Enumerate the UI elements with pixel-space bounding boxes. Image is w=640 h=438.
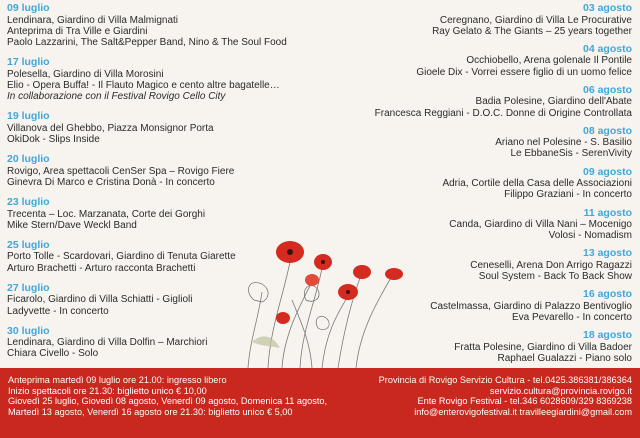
right-events-column	[322, 2, 632, 364]
footer-contact-email[interactable]: servizio.cultura@provincia.rovigo.it	[489, 385, 632, 396]
footer-contact-line: Ente Rovigo Festival - tel.346 6028609/329 8369238	[417, 396, 632, 407]
event-entry	[322, 288, 632, 323]
event-entry	[322, 329, 632, 364]
event-line: Raphael Gualazzi - Piano solo	[497, 352, 632, 364]
event-entry	[322, 43, 632, 78]
event-date: 06 agosto	[582, 83, 632, 96]
event-date: 16 agosto	[582, 288, 632, 301]
footer-line: Martedì 13 agosto, Venerdì 16 agosto ore 21.30: biglietto unico € 5,00	[8, 406, 293, 417]
event-line: Occhiobello, Arena golenale Il Pontile	[466, 55, 632, 67]
footer-line: Inizio spettacoli ore 21.30: biglietto unico € 10,00	[8, 385, 207, 396]
event-entry	[322, 84, 632, 119]
event-line: Villanova del Ghebbo, Piazza Monsignor Porta	[7, 122, 214, 134]
event-date: 03 agosto	[582, 2, 632, 14]
event-line: Lendinara, Giardino di Villa Malmignati	[7, 14, 179, 26]
event-entry	[322, 207, 632, 242]
event-line: Fratta Polesine, Giardino di Villa Badoer	[454, 341, 632, 353]
event-line: Filippo Graziani - In concerto	[504, 189, 632, 201]
event-line: Canda, Giardino di Villa Nani – Mocenigo	[449, 219, 632, 231]
event-line: Polesella, Giardino di Villa Morosini	[7, 68, 164, 80]
event-line: Francesca Reggiani - D.O.C. Donne di Origine Controllata	[374, 107, 632, 119]
event-line: In collaborazione con il Festival Rovigo Cello City	[7, 91, 226, 103]
event-date: 09 agosto	[582, 165, 632, 178]
left-events-column	[7, 2, 337, 360]
event-line: Le EbbaneSis - SerenVivity	[510, 148, 632, 160]
event-line: Ficarolo, Giardino di Villa Schiatti - Giglioli	[7, 294, 193, 306]
event-line: Ceregnano, Giardino di Villa Le Procurative	[439, 14, 632, 26]
event-line: Eva Pevarello - In concerto	[511, 312, 632, 324]
event-line: Rovigo, Area spettacoli CenSer Spa – Rovigo Fiere	[7, 165, 235, 177]
event-entry	[7, 196, 337, 231]
event-line: Elio - Opera Buffa! - Il Flauto Magico e cento altre bagatelle…	[7, 79, 280, 91]
event-line: Badia Polesine, Giardino dell'Abate	[475, 96, 632, 108]
event-line: Ginevra Di Marco e Cristina Donà - In concerto	[7, 176, 215, 188]
event-entry	[322, 2, 632, 37]
footer-line: Anteprima martedì 09 luglio ore 21.00: ingresso libero	[8, 375, 227, 385]
event-entry	[7, 153, 337, 188]
event-line: OkiDok - Slips Inside	[7, 133, 100, 145]
event-date: 04 agosto	[582, 42, 632, 55]
event-entry	[322, 166, 632, 201]
event-line: Chiara Civello - Solo	[7, 348, 99, 360]
event-line: Lendinara, Giardino di Villa Dolfin – Marchiori	[7, 337, 208, 349]
event-entry	[7, 239, 337, 274]
event-line: Trecenta – Loc. Marzanata, Corte dei Gorghi	[7, 208, 206, 220]
footer-ticket-info	[8, 375, 368, 417]
event-date: 13 agosto	[582, 247, 632, 260]
event-line: Castelmassa, Giardino di Palazzo Bentivoglio	[430, 300, 632, 312]
event-line: Paolo Lazzarini, The Salt&Pepper Band, Nino & The Soul Food	[7, 36, 287, 48]
event-entry	[7, 2, 337, 48]
event-line: Arturo Brachetti - Arturo racconta Brachetti	[7, 262, 196, 274]
event-date: 23 luglio	[7, 196, 50, 209]
footer-contact-email[interactable]: info@enterovigofestival.it travilleegiardini@gmail.com	[414, 406, 632, 417]
footer-contact-line: Provincia di Rovigo Servizio Cultura - tel.0425.386381/386364	[378, 375, 632, 385]
event-line: Ceneselli, Arena Don Arrigo Ragazzi	[470, 259, 632, 271]
event-date: 09 luglio	[7, 2, 50, 14]
event-line: Adria, Cortile della Casa delle Associazioni	[442, 178, 632, 190]
event-line: Ariano nel Polesine - S. Basilio	[495, 137, 632, 149]
event-entry	[322, 247, 632, 282]
event-line: Volosi - Nomadism	[548, 230, 632, 242]
event-line: Ray Gelato & The Giants – 25 years together	[432, 25, 632, 37]
event-line: Anteprima di Tra Ville e Giardini	[7, 25, 148, 37]
footer-line: Giovedì 25 luglio, Giovedì 08 agosto, Venerdì 09 agosto, Domenica 11 agosto,	[8, 396, 328, 407]
event-line: Mike Stern/Dave Weckl Band	[7, 219, 137, 231]
event-entry	[7, 325, 337, 360]
event-line: Gioele Dix - Vorrei essere figlio di un uomo felice	[416, 66, 632, 78]
event-date: 11 agosto	[583, 206, 632, 219]
event-entry	[7, 56, 337, 102]
footer-contacts	[332, 375, 632, 417]
event-date: 18 agosto	[582, 329, 632, 342]
event-date: 17 luglio	[7, 56, 50, 69]
info-footer	[0, 368, 640, 438]
event-line: Ladyvette - In concerto	[7, 305, 109, 317]
event-date: 20 luglio	[7, 153, 50, 166]
event-date: 30 luglio	[7, 324, 50, 337]
event-line: Porto Tolle - Scardovari, Giardino di Tenuta Giarette	[7, 251, 236, 263]
event-entry	[322, 125, 632, 160]
event-date: 19 luglio	[7, 110, 50, 123]
event-date: 25 luglio	[7, 238, 50, 251]
event-date: 27 luglio	[7, 281, 50, 294]
event-line: Soul System - Back To Back Show	[478, 271, 632, 283]
event-entry	[7, 110, 337, 145]
event-date: 08 agosto	[582, 124, 632, 137]
event-entry	[7, 282, 337, 317]
